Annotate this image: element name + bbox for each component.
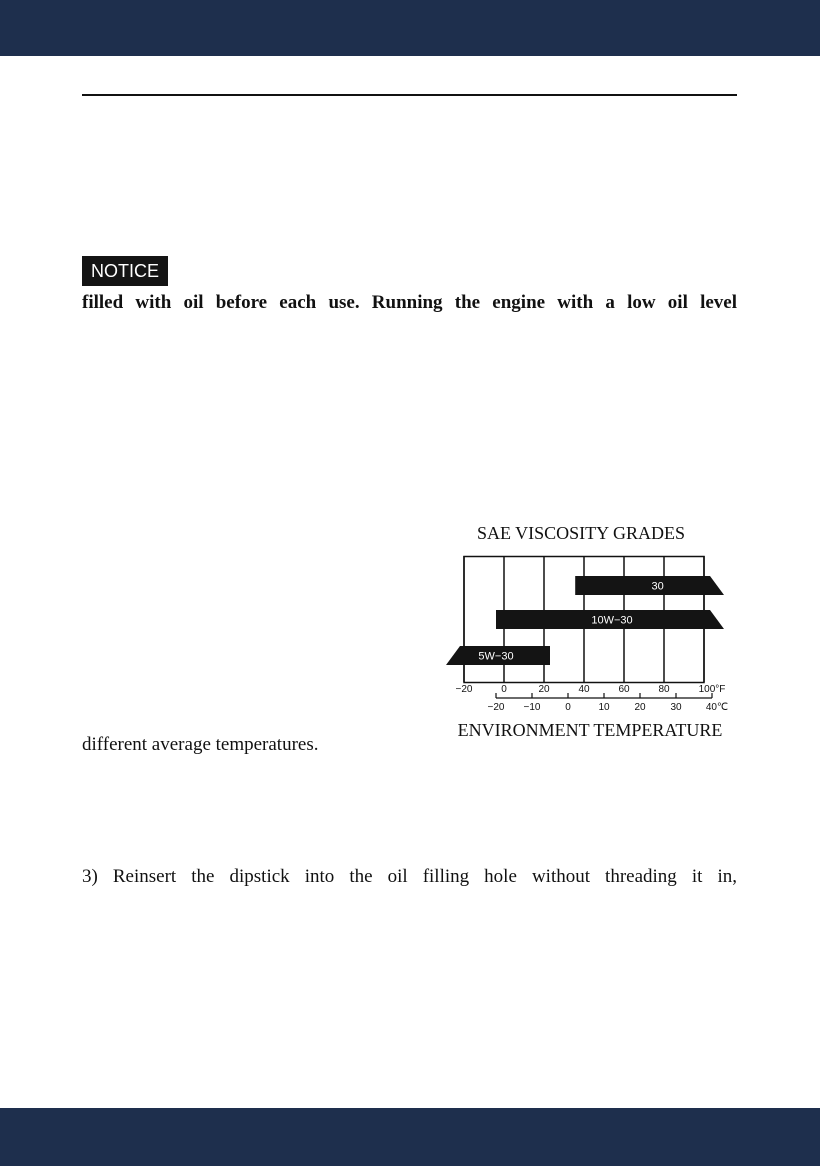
bar-label-0: 30: [651, 580, 664, 593]
c-tick-label-5: 30: [670, 702, 682, 713]
step-3-text: 3) Reinsert the dipstick into the oil filling hole without threading it in,: [82, 866, 737, 887]
c-tick-label-1: −10: [523, 702, 541, 713]
header-rule: [82, 94, 737, 96]
f-tick-label-0: −20: [455, 684, 473, 695]
f-tick-label-2: 20: [538, 684, 550, 695]
c-tick-label-3: 10: [598, 702, 610, 713]
header-band: [0, 0, 820, 56]
c-tick-label-4: 20: [634, 702, 646, 713]
bar-label-2: 5W−30: [478, 650, 514, 663]
c-tick-label-6: 40℃: [705, 702, 729, 713]
chart-title: SAE VISCOSITY GRADES: [476, 523, 686, 543]
bar-label-1: 10W−30: [591, 614, 633, 627]
notice-text: filled with oil before each use. Running the engine with a low oil level: [82, 292, 737, 313]
chart-xlabel: ENVIRONMENT TEMPERATURE: [457, 720, 723, 740]
footer-band: [0, 1108, 820, 1166]
f-tick-label-4: 60: [618, 684, 630, 695]
f-tick-label-3: 40: [578, 684, 590, 695]
chart-caption: different average temperatures.: [82, 734, 319, 755]
f-tick-label-1: 0: [501, 684, 507, 695]
f-tick-label-5: 80: [658, 684, 670, 695]
viscosity-chart: [455, 556, 729, 718]
c-tick-label-2: 0: [565, 702, 571, 713]
c-tick-label-0: −20: [487, 702, 505, 713]
bar-0: [575, 576, 724, 595]
notice-label: NOTICE: [82, 256, 168, 286]
f-tick-label-6: 100°F: [698, 684, 726, 695]
